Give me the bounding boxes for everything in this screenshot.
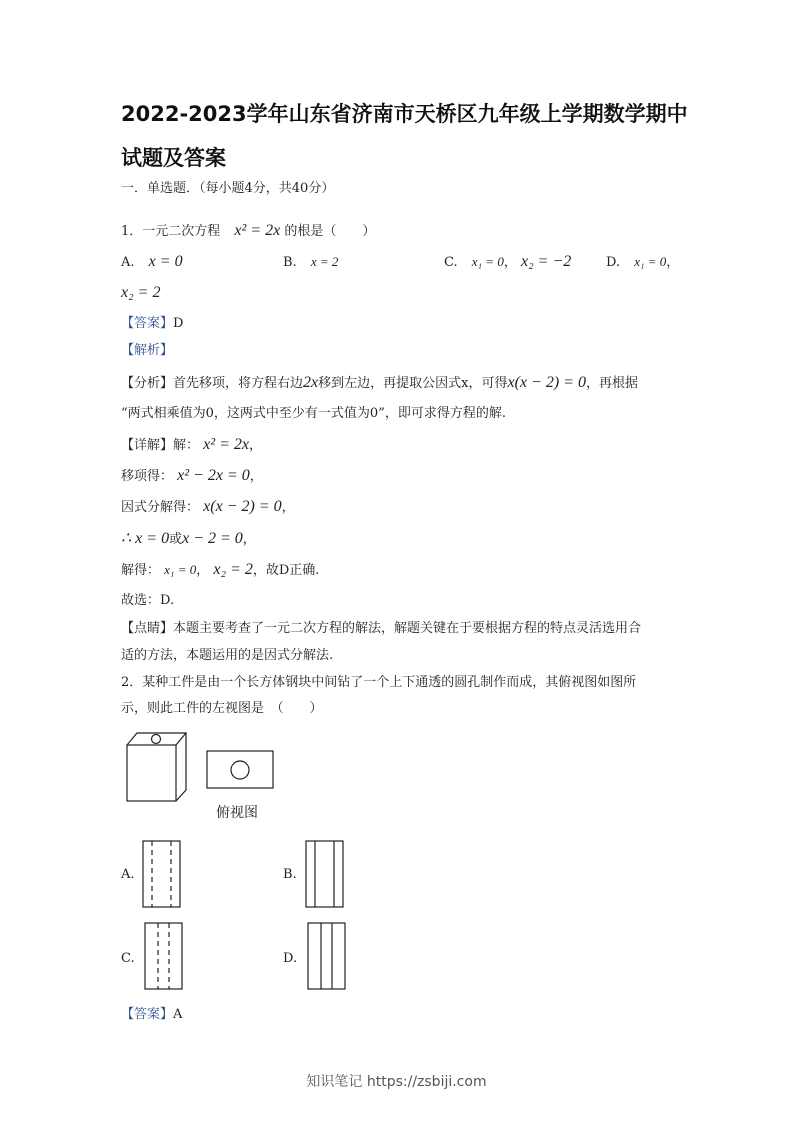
q2-option-c-label: C. [121,951,135,966]
page-title-line2: 试题及答案 [121,146,226,170]
q2-answer [121,1006,182,1024]
separator: ， [503,255,517,270]
text: ， [249,469,263,484]
option-label: C. [444,255,458,270]
q1-option-d-cont [121,284,160,303]
q1-detail-1 [121,436,262,455]
option-d-figure [307,922,347,992]
q1-detail-4 [121,530,256,549]
math: x² − 2x = 0 [177,467,250,484]
text: ， [248,438,262,453]
option-value: x = 2 [310,254,339,269]
math: ∴ x = 0 [121,530,170,547]
q2-stem-line2: 示，则此工件的左视图是 （ ） [121,701,323,716]
q2-option-d-label: D. [283,951,298,966]
answer-tag: 【答案】 [121,1007,174,1022]
separator: ， [666,255,680,270]
top-view-circle [231,761,249,779]
q1-fenxi [121,374,638,393]
section-heading: 一．单选题．（每小题4分，共40分） [121,181,335,196]
text: 解： [173,438,200,453]
q1-comment [121,620,641,638]
option-a-figure [142,840,182,910]
text: 本题主要考查了一元二次方程的解法，解题关键在于要根据方程的特点灵活选用合 [173,621,642,636]
text: ， [242,532,256,547]
math: 2x [303,374,319,391]
text: 移到左边，再提取公因式x，可得 [318,376,508,391]
separator: ， [196,563,210,578]
comment-tag: 【点睛】 [121,621,174,636]
text: 移项得： [121,469,174,484]
q1-option-c [444,253,571,272]
q1-detail-2 [121,467,263,486]
q1-fenxi-line2: “两式相乘值为0，这两式中至少有一式值为0”，即可求得方程的解. [121,406,506,421]
q2-stem: 2．某种工件是由一个长方体钢块中间钻了一个上下通透的圆孔制作而成，其俯视图如图所 [121,675,637,690]
q1-detail-3 [121,498,295,517]
q1-detail-5 [121,561,319,580]
option-label: D. [606,255,621,270]
q1-comment-line2: 适的方法，本题运用的是因式分解法. [121,648,334,663]
math: x₁ = 0 [164,562,197,577]
q1-option-d [606,253,679,272]
text: ，再根据 [585,376,638,391]
footer-watermark: 知识笔记 https://zsbiji.com [306,1074,487,1090]
q1-stem-suffix: 的根是（ ） [284,224,376,239]
detail-tag: 【详解】 [121,438,174,453]
answer-value: A [173,1007,183,1022]
q1-equation: x² = 2x [234,222,281,239]
option-value: x₁ = 0 [634,254,667,269]
q2-option-b-label: B. [283,867,297,882]
option-b-figure [305,840,345,910]
q1-analysis-tag: 【解析】 [121,343,174,358]
text: 或 [169,532,183,547]
option-label: B. [283,255,297,270]
text: ， [281,500,295,515]
cuboid-figure [120,728,290,803]
option-value: x₂ = 2 [121,284,161,301]
option-c-figure [144,922,184,992]
math: x(x − 2) = 0 [507,374,586,391]
math: x(x − 2) = 0 [203,498,282,515]
top-view-rect [207,751,273,788]
text: 首先移项，将方程右边 [173,376,304,391]
text: 解得： [121,563,161,578]
q1-answer [121,315,183,333]
q2-option-a-label: A. [121,867,135,882]
q1-detail-6: 故选：D. [121,593,175,608]
option-value: x₂ = −2 [520,253,572,270]
q1-option-b [283,253,338,272]
math: x² = 2x [203,436,249,453]
option-value: x₁ = 0 [471,254,504,269]
math: x − 2 = 0 [182,530,243,547]
math: x₂ = 2 [213,561,253,578]
fenxi-tag: 【分析】 [121,376,174,391]
cuboid-front-face [127,745,176,801]
option-value: x = 0 [148,253,183,270]
answer-value: D [173,316,184,331]
q1-stem-prefix: 1．一元二次方程 [121,224,221,239]
q1-stem [121,222,375,241]
page-title: 2022-2023学年山东省济南市天桥区九年级上学期数学期中 [121,102,688,126]
option-label: A. [121,255,135,270]
hole-circle [152,735,161,744]
q1-option-a [121,253,183,272]
figure-caption: 俯视图 [216,805,258,821]
answer-tag: 【答案】 [121,316,174,331]
text: ，故D正确. [252,563,320,578]
text: 因式分解得： [121,500,200,515]
